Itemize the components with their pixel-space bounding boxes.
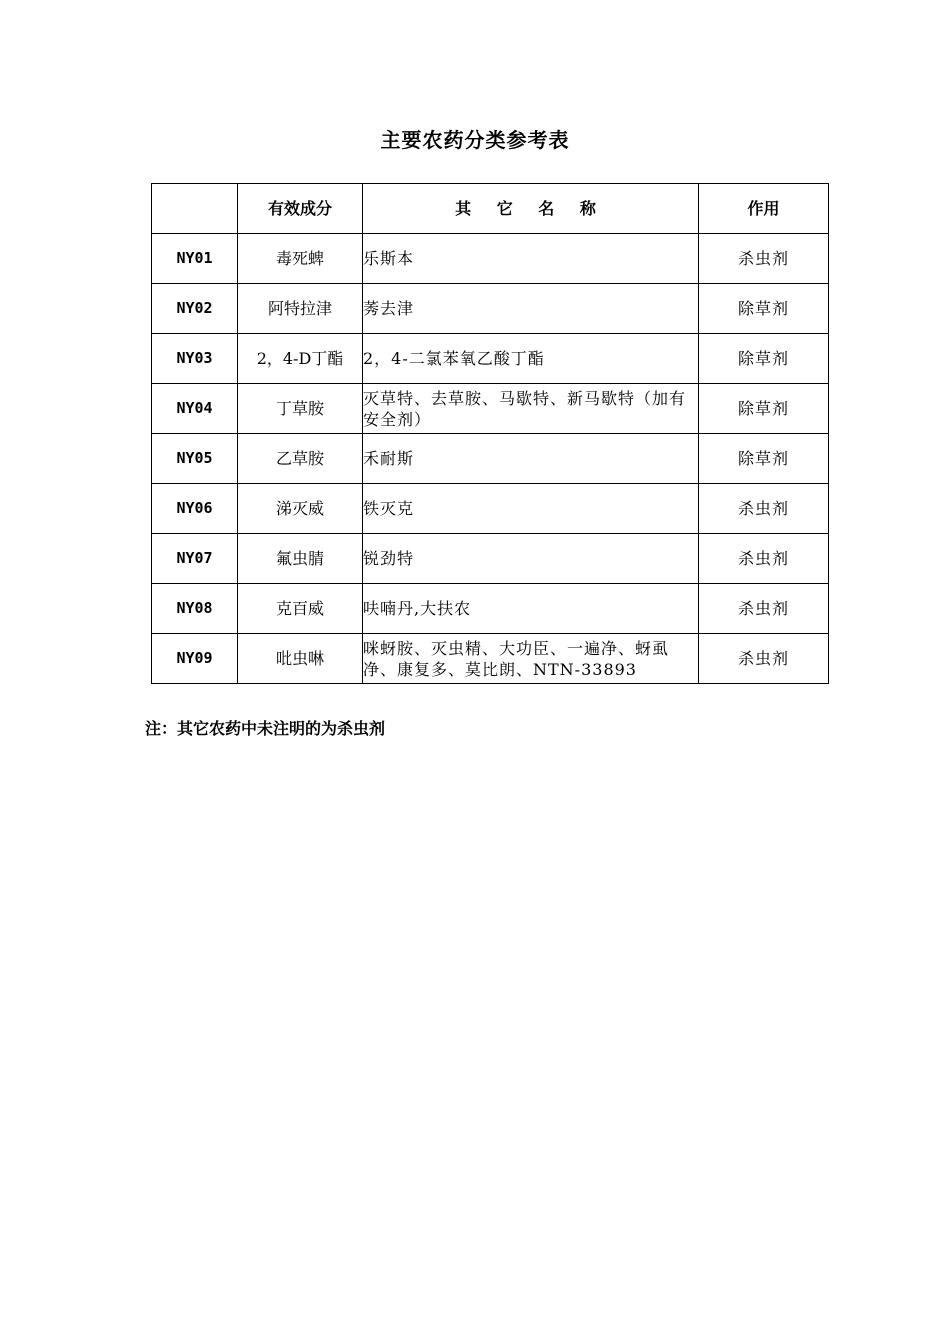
cell-ingredient: 涕灭威 [238, 484, 363, 534]
cell-usage: 杀虫剂 [699, 234, 829, 284]
cell-ingredient: 毒死蜱 [238, 234, 363, 284]
cell-other-name: 禾耐斯 [363, 434, 699, 484]
cell-other-name: 2，4-二氯苯氧乙酸丁酯 [363, 334, 699, 384]
cell-usage: 杀虫剂 [699, 634, 829, 684]
cell-code: NY01 [152, 234, 238, 284]
table-row [152, 434, 829, 484]
cell-code: NY02 [152, 284, 238, 334]
table-row [152, 634, 829, 684]
table-row [152, 534, 829, 584]
cell-ingredient: 乙草胺 [238, 434, 363, 484]
cell-other-name: 呋喃丹,大扶农 [363, 584, 699, 634]
cell-other-name: 乐斯本 [363, 234, 699, 284]
cell-code: NY04 [152, 384, 238, 434]
cell-ingredient: 2，4-D丁酯 [238, 334, 363, 384]
table-row [152, 384, 829, 434]
cell-usage: 除草剂 [699, 334, 829, 384]
cell-ingredient: 克百威 [238, 584, 363, 634]
cell-usage: 除草剂 [699, 434, 829, 484]
cell-code: NY09 [152, 634, 238, 684]
table-row [152, 484, 829, 534]
cell-code: NY06 [152, 484, 238, 534]
cell-usage: 杀虫剂 [699, 534, 829, 584]
cell-other-name: 锐劲特 [363, 534, 699, 584]
cell-usage: 除草剂 [699, 284, 829, 334]
cell-usage: 杀虫剂 [699, 484, 829, 534]
cell-ingredient: 氟虫腈 [238, 534, 363, 584]
header-other-name: 其 它 名 称 [363, 184, 699, 234]
cell-ingredient: 阿特拉津 [238, 284, 363, 334]
cell-ingredient: 丁草胺 [238, 384, 363, 434]
cell-code: NY08 [152, 584, 238, 634]
cell-ingredient: 吡虫啉 [238, 634, 363, 684]
pesticide-table [151, 183, 829, 684]
table-row [152, 234, 829, 284]
cell-code: NY05 [152, 434, 238, 484]
table-row [152, 334, 829, 384]
cell-other-name: 莠去津 [363, 284, 699, 334]
cell-usage: 杀虫剂 [699, 584, 829, 634]
cell-other-name: 铁灭克 [363, 484, 699, 534]
table-header-row [152, 184, 829, 234]
cell-usage: 除草剂 [699, 384, 829, 434]
footnote: 注：其它农药中未注明的为杀虫剂 [145, 719, 386, 738]
header-code [152, 184, 238, 234]
table-row [152, 284, 829, 334]
header-ingredient: 有效成分 [238, 184, 363, 234]
page-title: 主要农药分类参考表 [380, 128, 570, 152]
cell-code: NY03 [152, 334, 238, 384]
cell-code: NY07 [152, 534, 238, 584]
cell-other-name: 咪蚜胺、灭虫精、大功臣、一遍净、蚜虱净、康复多、莫比朗、NTN-33893 [363, 634, 699, 684]
header-usage: 作用 [699, 184, 829, 234]
table-row [152, 584, 829, 634]
cell-other-name: 灭草特、去草胺、马歇特、新马歇特（加有安全剂） [363, 384, 699, 434]
